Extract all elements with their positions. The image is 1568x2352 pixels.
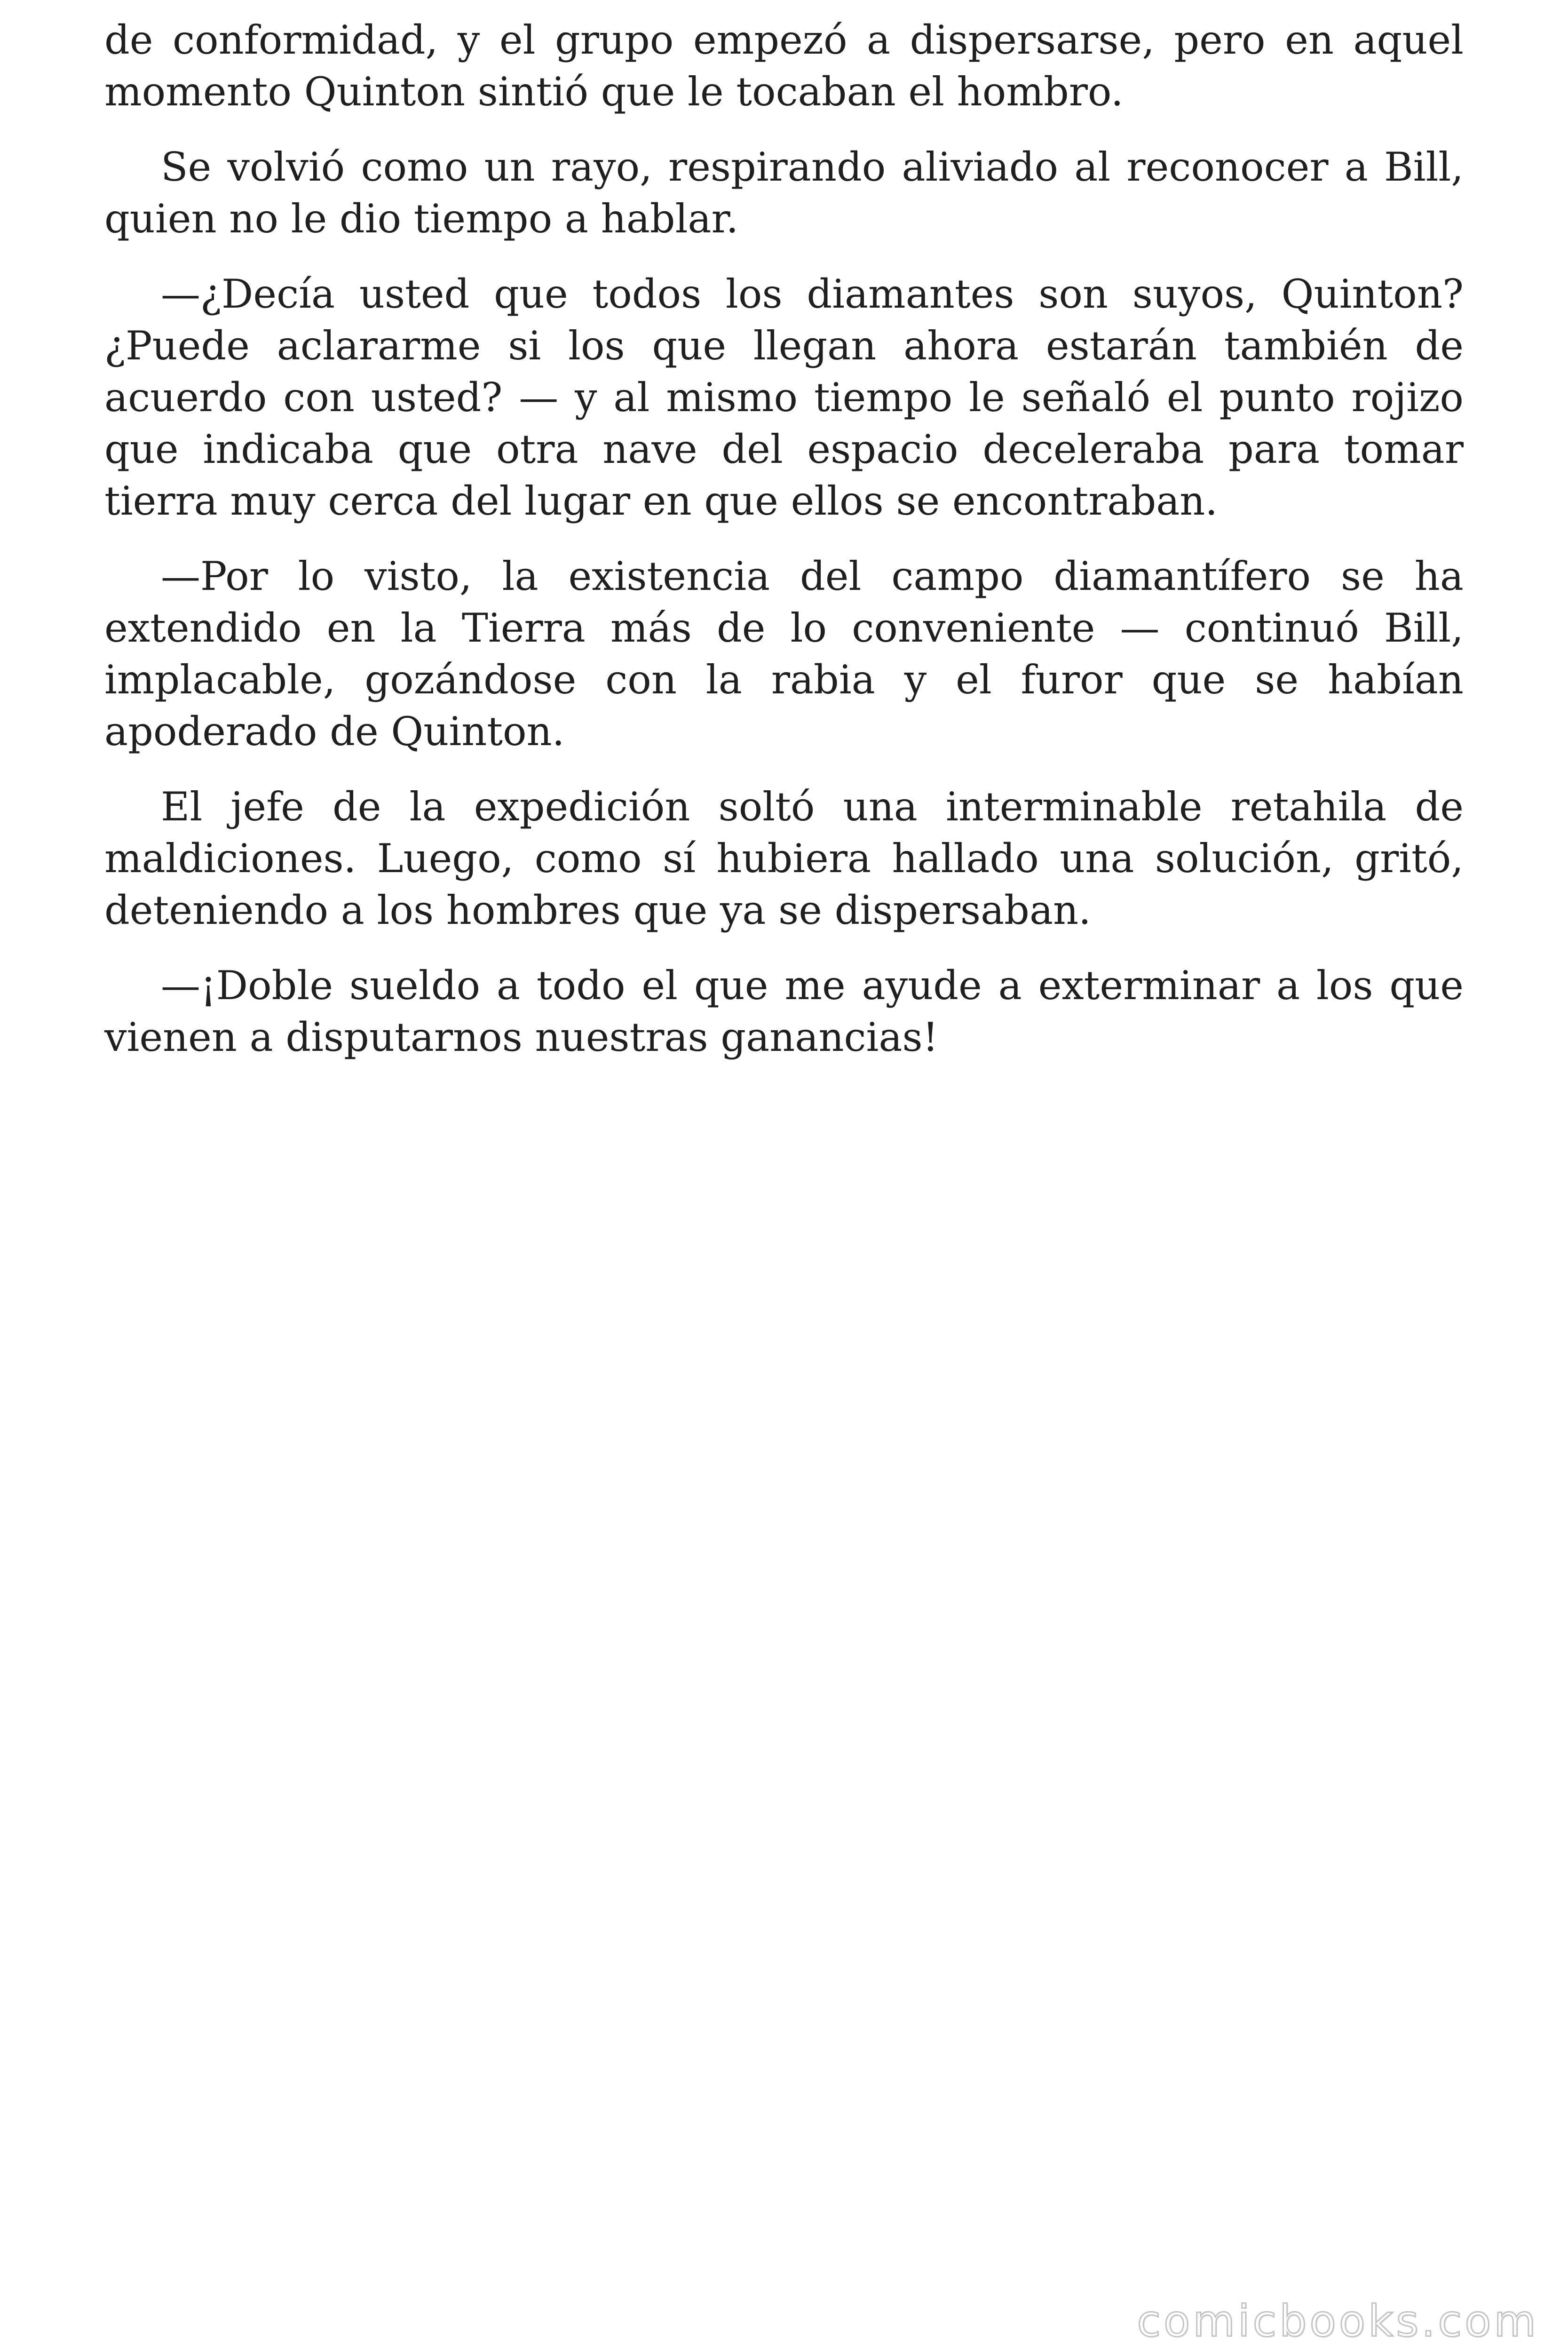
paragraph-2: Se volvió como un rayo, respirando aliviado al reconocer a Bill, quien no le dio tiempo a hablar. xyxy=(104,144,1464,242)
paragraph-1: de conformidad, y el grupo empezó a dispersarse, pero en aquel momento Quinton sintió que le tocaban el hombro. xyxy=(104,17,1464,115)
paragraph-4: —Por lo visto, la existencia del campo diamantífero se ha extendido en la Tierra más de lo conveniente — continuó Bill, implacable, gozándose con la rabia y el furor que se habían apoderado de Quinton. xyxy=(104,553,1464,755)
page-text-body xyxy=(104,14,1464,1087)
watermark: comicbooks.com xyxy=(1137,2296,1539,2346)
paragraph-3: —¿Decía usted que todos los diamantes son suyos, Quinton? ¿Puede aclararme si los que llegan ahora estarán también de acuerdo con usted? — y al mismo tiempo le señaló el punto rojizo que indicaba que otra nave del espacio deceleraba para tomar tierra muy cerca del lugar en que ellos se encontraban. xyxy=(104,271,1464,524)
paragraph-5: El jefe de la expedición soltó una interminable retahila de maldiciones. Luego, como sí hubiera hallado una solución, gritó, deteniendo a los hombres que ya se dispersaban. xyxy=(104,784,1464,933)
paragraph-6: —¡Doble sueldo a todo el que me ayude a exterminar a los que vienen a disputarnos nuestras ganancias! xyxy=(104,962,1464,1060)
